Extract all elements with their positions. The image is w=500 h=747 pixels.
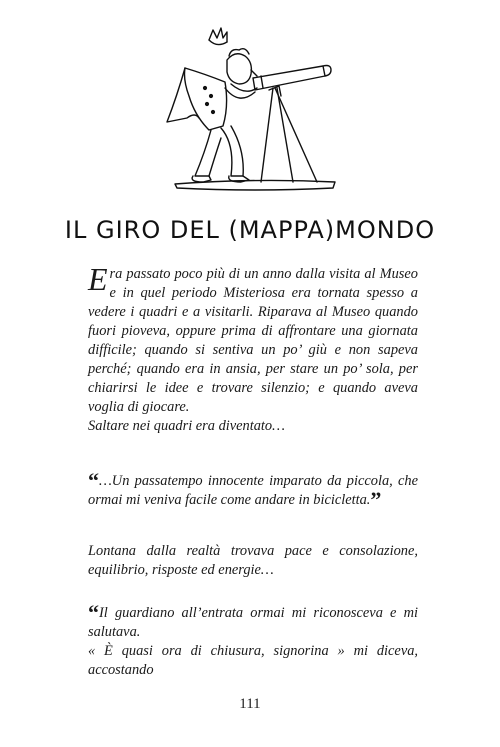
paragraph-5-text: Il guardiano all’entrata ormai mi riconosceva e mi salutava. [88,605,418,640]
drop-cap: E [88,261,108,297]
quote-block-1 [88,468,418,512]
page-number: 111 [239,696,261,712]
paragraph-3 [88,468,418,512]
paragraph-1 [88,261,418,417]
telescope-boy-illustration [165,26,345,192]
paragraph-4: Lontana dalla realtà trovava pace e consolazione, equilibrio, risposte ed energie… [88,543,418,578]
quote-block-2 [88,600,418,680]
paragraph-2: Saltare nei quadri era diventato… [88,418,285,434]
close-quote-mark: ” [370,487,382,512]
paragraph-5 [88,600,418,642]
paragraph-3-text: …Un passatempo innocente imparato da piccola, che ormai mi veniva facile come andare in bicicletta. [88,473,418,508]
paragraph-block-4 [88,542,418,580]
paragraph-1-text: ra passato poco più di un anno dalla visita al Museo e in quel periodo Misteriosa era tornata spesso a vedere i quadri e a visitarli. Riparava al Museo quando fuori pioveva, oppure prima di affrontare una giornata difficile; quando si sentiva un po’ giù e non sapeva perché; quando era in ansia, per stare un po’ sola, per chiarirsi le idee e trovare silenzio; e quando aveva voglia di giocare. [88,266,418,415]
body-text [88,261,418,436]
open-quote-mark-2: “ [88,600,99,625]
chapter-title: IL GIRO DEL (MAPPA)MONDO [64,216,436,245]
open-quote-mark: “ [88,468,99,493]
paragraph-6: « È quasi ora di chiusura, signorina » mi diceva, accostando [88,643,418,678]
